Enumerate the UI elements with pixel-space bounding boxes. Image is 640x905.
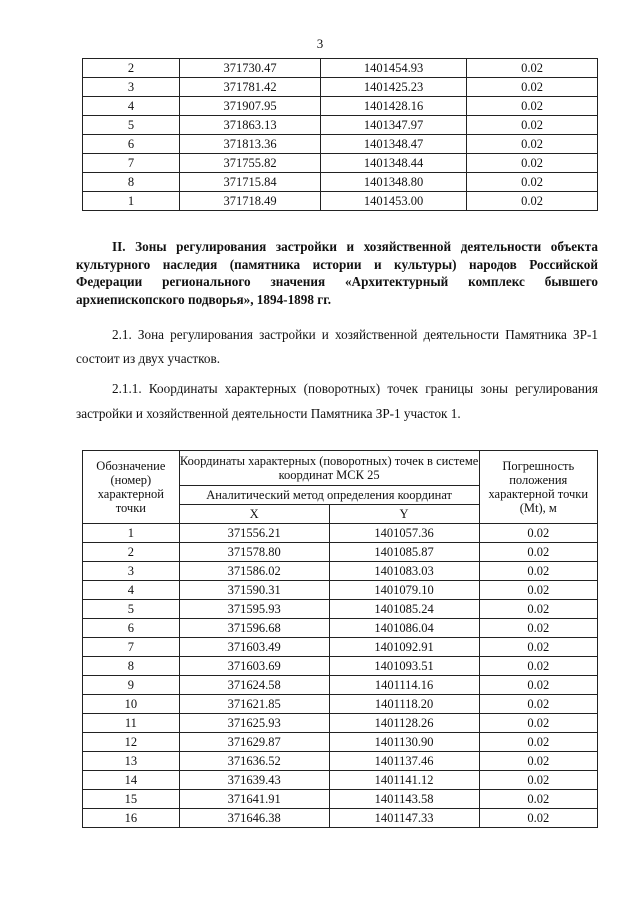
header-coords-title: Координаты характерных (поворотных) точек в системе координат МСК 25: [179, 451, 479, 486]
cell-point-number: 2: [83, 59, 180, 78]
cell-y: 1401141.12: [329, 771, 479, 790]
cell-x: 371781.42: [180, 78, 321, 97]
cell-y: 1401093.51: [329, 657, 479, 676]
cell-point-number: 5: [83, 116, 180, 135]
cell-y: 1401128.26: [329, 714, 479, 733]
cell-accuracy: 0.02: [479, 809, 597, 828]
table-row: [83, 135, 598, 154]
cell-accuracy: 0.02: [479, 790, 597, 809]
cell-x: 371813.36: [180, 135, 321, 154]
cell-x: 371907.95: [180, 97, 321, 116]
cell-x: 371603.69: [179, 657, 329, 676]
cell-accuracy: 0.02: [479, 581, 597, 600]
cell-y: 1401079.10: [329, 581, 479, 600]
table-row: [83, 154, 598, 173]
cell-x: 371603.49: [179, 638, 329, 657]
cell-y: 1401057.36: [329, 524, 479, 543]
cell-x: 371718.49: [180, 192, 321, 211]
cell-point-number: 15: [83, 790, 180, 809]
cell-y: 1401137.46: [329, 752, 479, 771]
cell-x: 371625.93: [179, 714, 329, 733]
cell-x: 371639.43: [179, 771, 329, 790]
table-row: [83, 192, 598, 211]
cell-accuracy: 0.02: [479, 752, 597, 771]
cell-y: 1401130.90: [329, 733, 479, 752]
table-row: [83, 619, 598, 638]
cell-x: 371863.13: [180, 116, 321, 135]
coordinates-table-continued: [82, 58, 598, 211]
cell-accuracy: 0.02: [467, 173, 598, 192]
table-row: [83, 676, 598, 695]
cell-x: 371590.31: [179, 581, 329, 600]
cell-point-number: 14: [83, 771, 180, 790]
cell-y: 1401086.04: [329, 619, 479, 638]
cell-x: 371586.02: [179, 562, 329, 581]
cell-x: 371730.47: [180, 59, 321, 78]
table-row: [83, 116, 598, 135]
cell-point-number: 7: [83, 638, 180, 657]
cell-x: 371755.82: [180, 154, 321, 173]
paragraph-2-1-1: 2.1.1. Координаты характерных (поворотных) точек границы зоны регулирования застройки и хозяйственной деятельности Памятника ЗР-1 участок 1.: [76, 381, 598, 421]
cell-accuracy: 0.02: [479, 714, 597, 733]
cell-accuracy: 0.02: [467, 59, 598, 78]
cell-x: 371715.84: [180, 173, 321, 192]
cell-y: 1401348.80: [321, 173, 467, 192]
cell-point-number: 6: [83, 135, 180, 154]
header-method: Аналитический метод определения координат: [179, 486, 479, 505]
cell-y: 1401092.91: [329, 638, 479, 657]
cell-x: 371641.91: [179, 790, 329, 809]
cell-x: 371621.85: [179, 695, 329, 714]
header-y: Y: [329, 505, 479, 524]
cell-point-number: 3: [83, 562, 180, 581]
cell-point-number: 5: [83, 600, 180, 619]
header-x: X: [179, 505, 329, 524]
table-row: [83, 714, 598, 733]
cell-point-number: 10: [83, 695, 180, 714]
cell-y: 1401085.87: [329, 543, 479, 562]
cell-point-number: 8: [83, 657, 180, 676]
cell-point-number: 7: [83, 154, 180, 173]
cell-point-number: 12: [83, 733, 180, 752]
cell-y: 1401348.44: [321, 154, 467, 173]
cell-y: 1401083.03: [329, 562, 479, 581]
cell-y: 1401348.47: [321, 135, 467, 154]
cell-point-number: 9: [83, 676, 180, 695]
cell-x: 371556.21: [179, 524, 329, 543]
cell-accuracy: 0.02: [479, 638, 597, 657]
cell-accuracy: 0.02: [467, 192, 598, 211]
cell-accuracy: 0.02: [479, 771, 597, 790]
table-row: [83, 59, 598, 78]
table-row: [83, 562, 598, 581]
cell-y: 1401085.24: [329, 600, 479, 619]
header-accuracy: Погрешность положения характерной точки (Mt), м: [479, 451, 597, 524]
cell-x: 371636.52: [179, 752, 329, 771]
cell-accuracy: 0.02: [479, 524, 597, 543]
cell-y: 1401143.58: [329, 790, 479, 809]
table-row: [83, 543, 598, 562]
cell-x: 371595.93: [179, 600, 329, 619]
cell-accuracy: 0.02: [479, 562, 597, 581]
table-row: [83, 733, 598, 752]
cell-x: 371629.87: [179, 733, 329, 752]
cell-y: 1401118.20: [329, 695, 479, 714]
cell-accuracy: 0.02: [467, 116, 598, 135]
table-row: [83, 752, 598, 771]
cell-accuracy: 0.02: [479, 657, 597, 676]
cell-x: 371578.80: [179, 543, 329, 562]
cell-x: 371646.38: [179, 809, 329, 828]
cell-y: 1401425.23: [321, 78, 467, 97]
cell-accuracy: 0.02: [479, 543, 597, 562]
cell-accuracy: 0.02: [467, 135, 598, 154]
cell-accuracy: 0.02: [479, 619, 597, 638]
page-number: 3: [316, 36, 324, 51]
table-row: [83, 97, 598, 116]
cell-point-number: 16: [83, 809, 180, 828]
cell-point-number: 6: [83, 619, 180, 638]
cell-point-number: 3: [83, 78, 180, 97]
table-row: [83, 524, 598, 543]
paragraph-2-1: 2.1. Зона регулирования застройки и хозяйственной деятельности Памятника ЗР-1 состоит из двух участков.: [76, 327, 598, 366]
cell-point-number: 8: [83, 173, 180, 192]
cell-y: 1401347.97: [321, 116, 467, 135]
table-row: [83, 638, 598, 657]
cell-point-number: 1: [83, 192, 180, 211]
cell-point-number: 4: [83, 581, 180, 600]
cell-accuracy: 0.02: [479, 695, 597, 714]
cell-y: 1401454.93: [321, 59, 467, 78]
cell-y: 1401428.16: [321, 97, 467, 116]
cell-point-number: 13: [83, 752, 180, 771]
cell-x: 371624.58: [179, 676, 329, 695]
table-row: [83, 78, 598, 97]
cell-accuracy: 0.02: [479, 600, 597, 619]
table-row: [83, 695, 598, 714]
table-row: [83, 600, 598, 619]
table-row: [83, 809, 598, 828]
coordinates-table-zone-1: [82, 450, 598, 828]
cell-accuracy: 0.02: [479, 733, 597, 752]
cell-accuracy: 0.02: [479, 676, 597, 695]
cell-point-number: 4: [83, 97, 180, 116]
table-row: [83, 771, 598, 790]
table-row: [83, 790, 598, 809]
cell-accuracy: 0.02: [467, 97, 598, 116]
table-header-row: [83, 451, 598, 486]
cell-point-number: 2: [83, 543, 180, 562]
cell-y: 1401114.16: [329, 676, 479, 695]
header-point-number: Обозначение (номер) характерной точки: [83, 451, 180, 524]
cell-y: 1401453.00: [321, 192, 467, 211]
cell-point-number: 11: [83, 714, 180, 733]
table-row: [83, 173, 598, 192]
cell-y: 1401147.33: [329, 809, 479, 828]
cell-x: 371596.68: [179, 619, 329, 638]
table-row: [83, 657, 598, 676]
cell-accuracy: 0.02: [467, 78, 598, 97]
cell-point-number: 1: [83, 524, 180, 543]
table-row: [83, 581, 598, 600]
section-heading: II. Зоны регулирования застройки и хозяйственной деятельности объекта культурного наследия (памятника истории и культуры) народов Российской Федерации регионального значения «Архитектурный комплекс бывшего архиепископского подворья», 1894-1898 гг.: [76, 239, 598, 307]
cell-accuracy: 0.02: [467, 154, 598, 173]
